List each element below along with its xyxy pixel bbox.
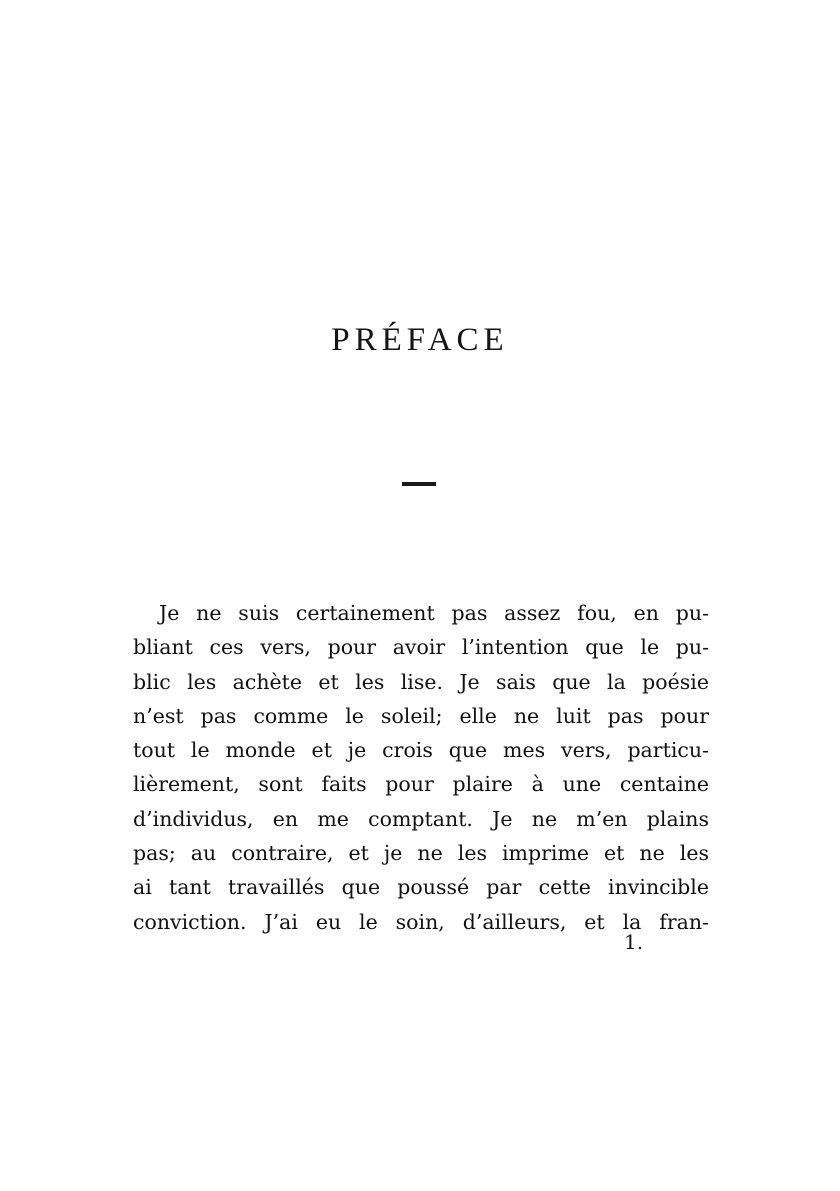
preface-paragraph [133,596,709,939]
title-separator-rule [402,482,436,486]
page-title: PRÉFACE [331,322,509,358]
signature-mark: 1. [624,930,644,954]
text-line: tout le monde et je crois que mes vers, particu- [133,738,709,763]
text-line: Je ne suis certainement pas assez fou, en pu- [159,601,709,625]
text-line: lièrement, sont faits pour plaire à une centaine [133,772,709,797]
text-line: bliant ces vers, pour avoir l’intention que le pu- [133,635,709,660]
text-line: ai tant travaillés que poussé par cette invincible [133,875,709,900]
text-line: n’est pas comme le soleil; elle ne luit pas pour [133,703,709,728]
text-line: conviction. J’ai eu le soin, d’ailleurs, et la fran- [133,909,709,934]
text-line: d’individus, en me comptant. Je ne m’en plains [133,806,709,831]
text-line: blic les achète et les lise. Je sais que la poésie [133,669,709,694]
text-line: pas; au contraire, et je ne les imprime et ne les [133,841,709,866]
